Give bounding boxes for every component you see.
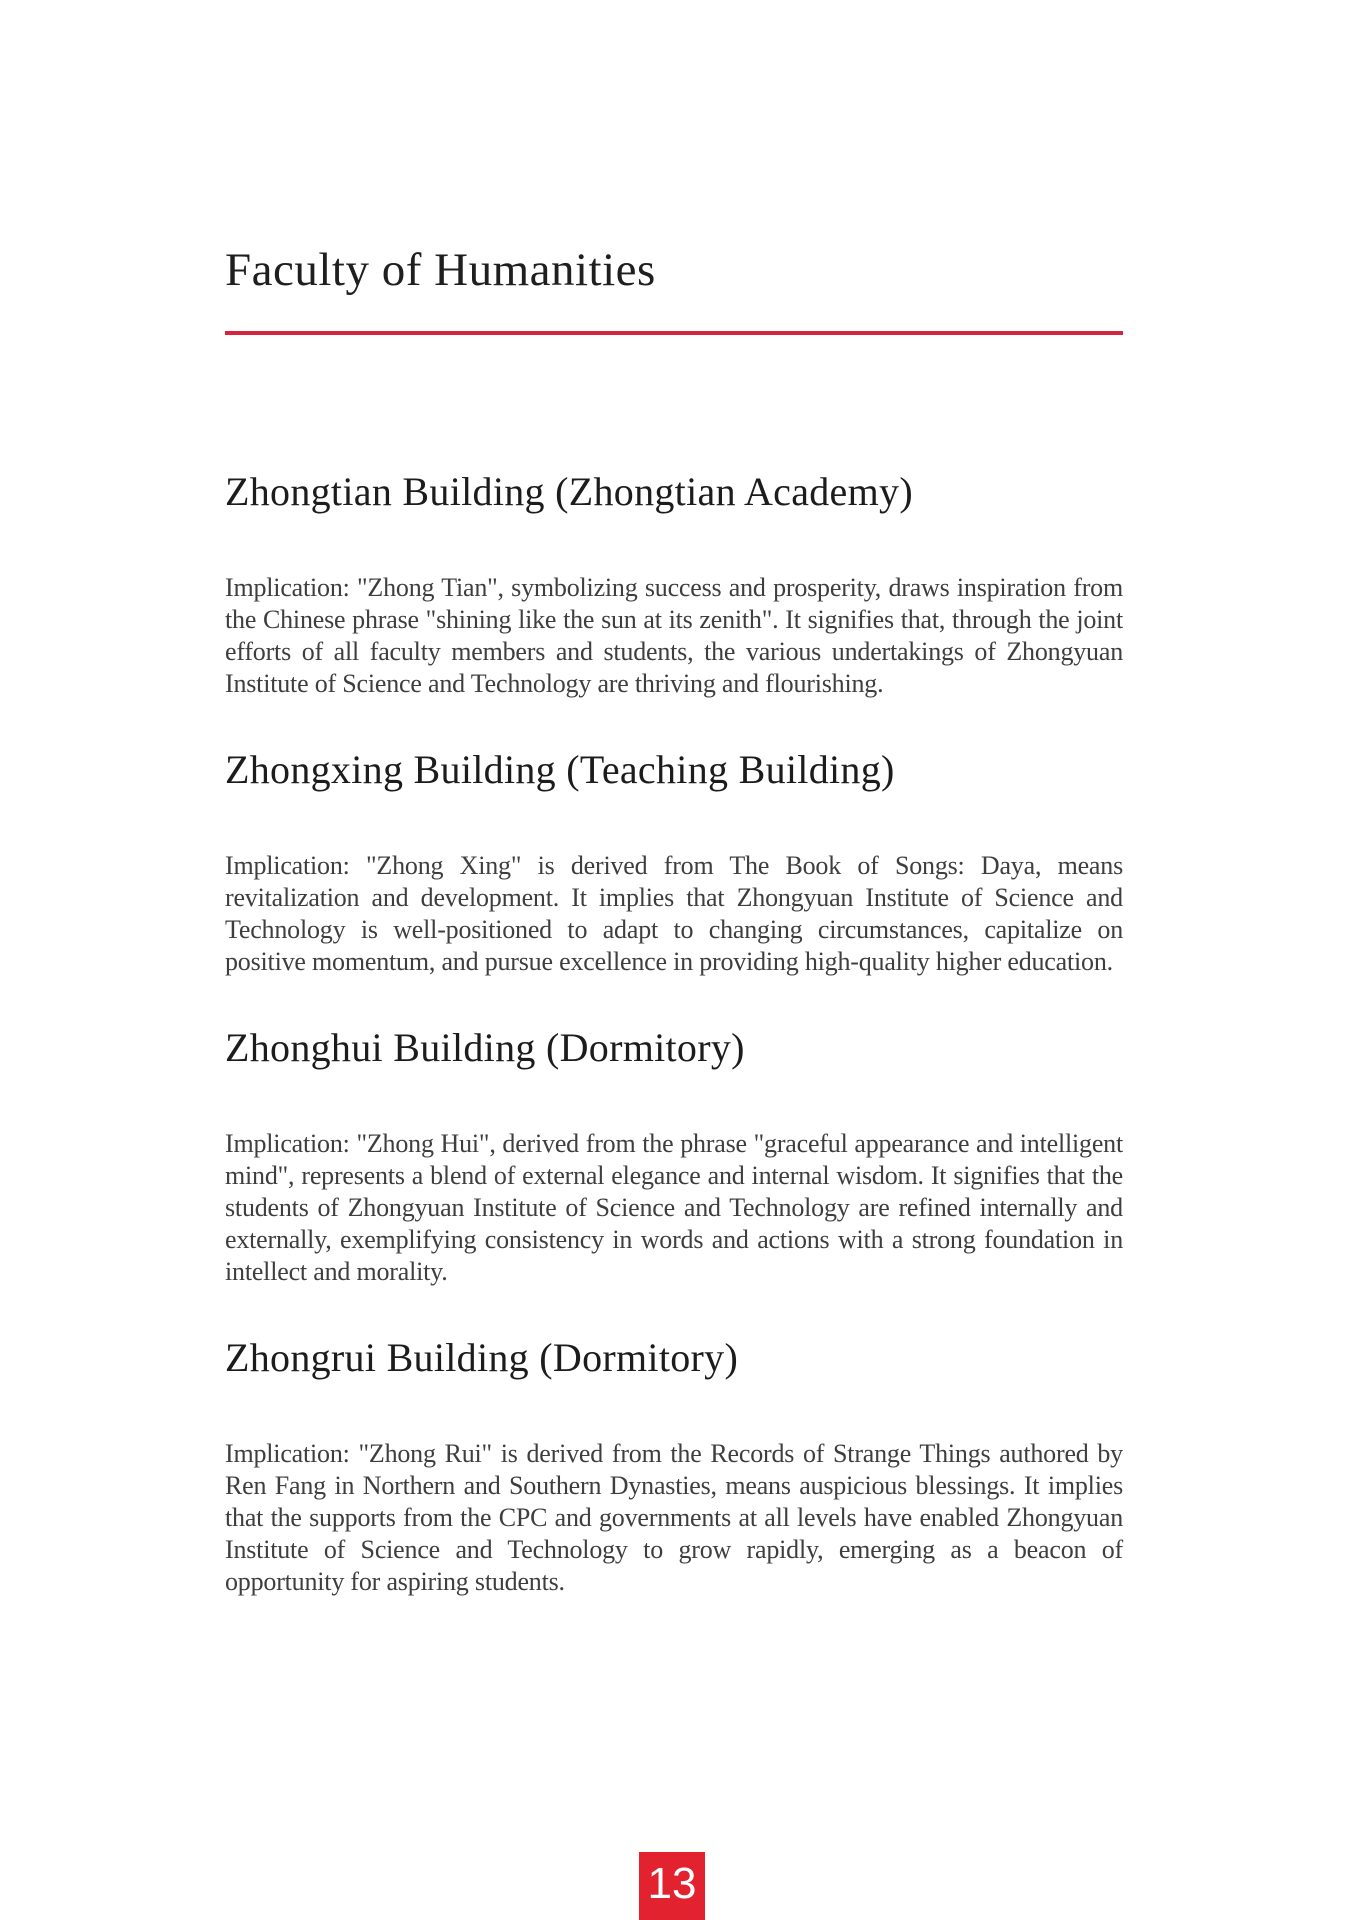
section-body: Implication: "Zhong Tian", symbolizing success and prosperity, draws inspiration from the Chinese phrase "shining like the sun at its zenith". It signifies that, through the joint efforts of all faculty members and students, the various undertakings of Zhongyuan Institute of Science and Technology are thriving and flourishing. (225, 573, 1123, 699)
section-zhongrui (225, 1334, 1123, 1598)
page-header (225, 0, 1123, 335)
section-heading: Zhongxing Building (Teaching Building) (225, 747, 895, 793)
section-body: Implication: "Zhong Hui", derived from the phrase "graceful appearance and intelligent mind", represents a blend of external elegance and internal wisdom. It signifies that the students of Zhongyuan Institute of Science and Technology are refined internally and externally, exemplifying consistency in words and actions with a strong foundation in intellect and morality. (225, 1129, 1123, 1287)
title-divider (225, 331, 1123, 335)
section-heading: Zhongrui Building (Dormitory) (225, 1335, 739, 1381)
page-title: Faculty of Humanities (225, 244, 656, 296)
section-zhongtian (225, 468, 1123, 700)
content-column (225, 0, 1123, 1598)
page-number-badge: 13 (639, 1852, 705, 1920)
section-heading: Zhongtian Building (Zhongtian Academy) (225, 469, 913, 515)
sections-container (225, 468, 1123, 1598)
section-zhonghui (225, 1024, 1123, 1288)
section-body: Implication: "Zhong Xing" is derived from The Book of Songs: Daya, means revitalization and development. It implies that Zhongyuan Institute of Science and Technology is well-positioned to adapt to changing circumstances, capitalize on positive momentum, and pursue excellence in providing high-quality higher education. (225, 851, 1123, 977)
section-body: Implication: "Zhong Rui" is derived from the Records of Strange Things authored by Ren Fang in Northern and Southern Dynasties, means auspicious blessings. It implies that the supports from the CPC and governments at all levels have enabled Zhongyuan Institute of Science and Technology to grow rapidly, emerging as a beacon of opportunity for aspiring students. (225, 1439, 1123, 1597)
section-heading: Zhonghui Building (Dormitory) (225, 1025, 745, 1071)
section-zhongxing (225, 746, 1123, 978)
